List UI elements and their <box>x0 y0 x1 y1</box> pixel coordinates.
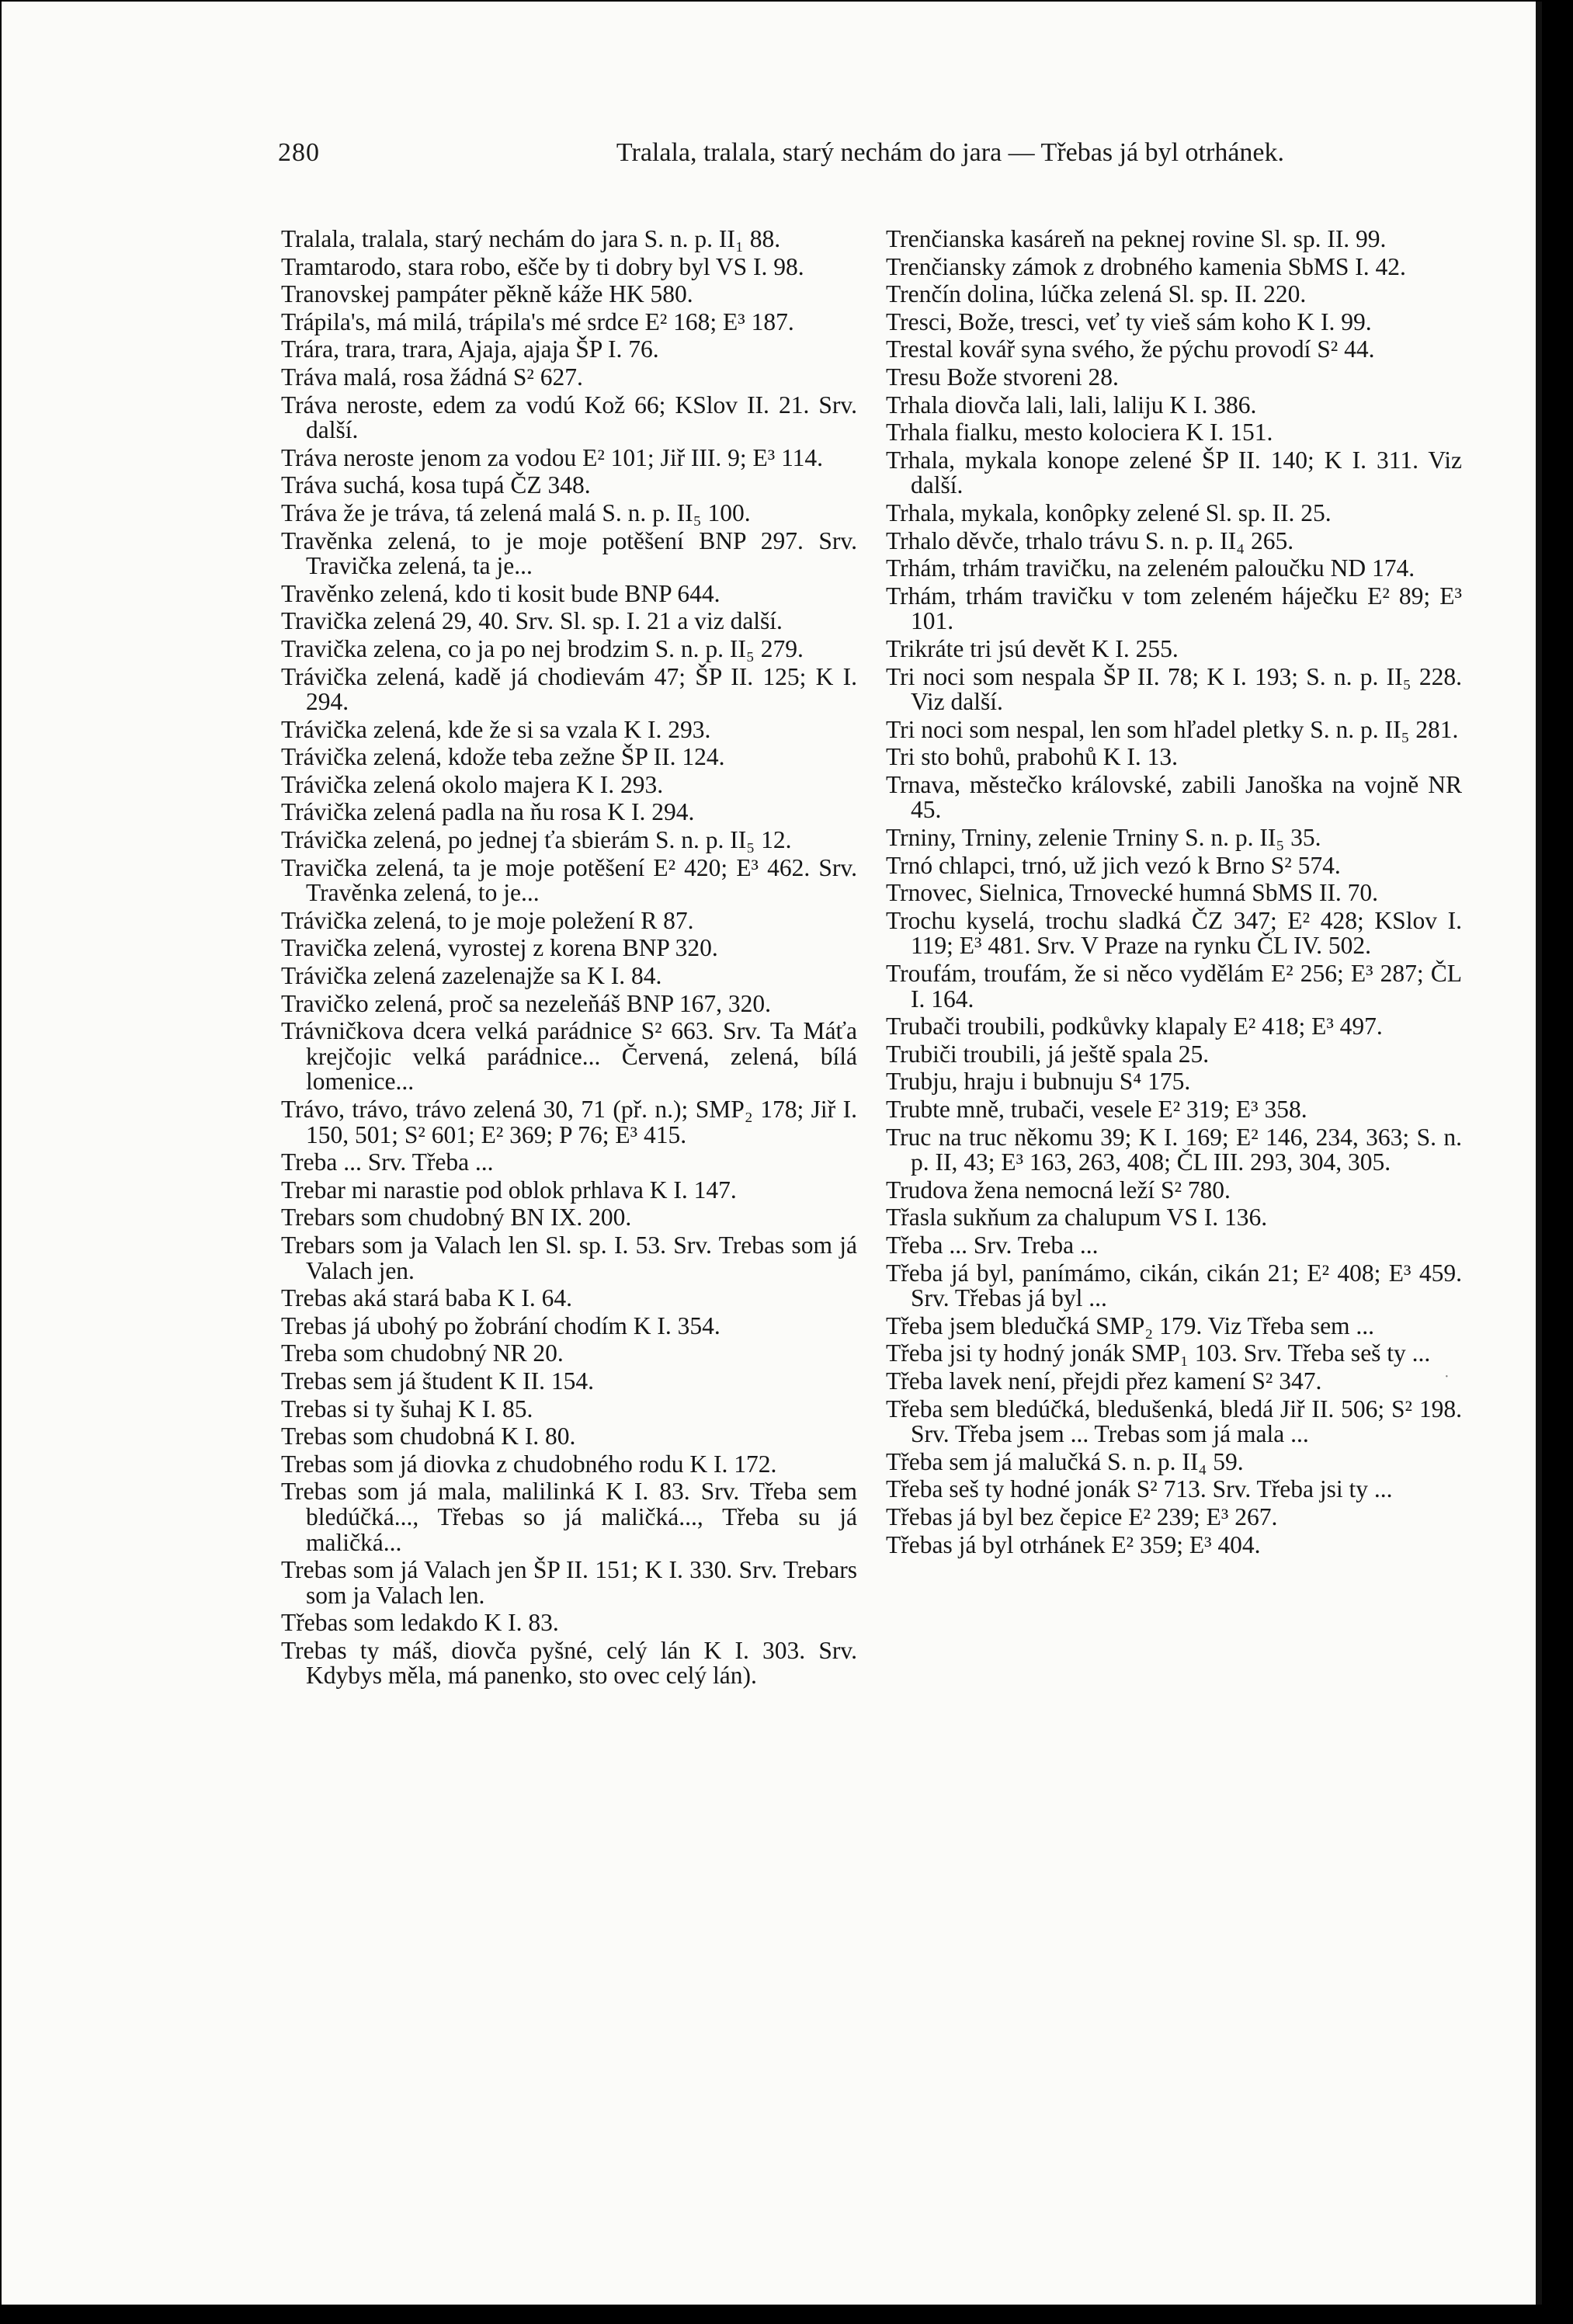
index-entry: Trenčín dolina, lúčka zelená Sl. sp. II. 220. <box>886 280 1307 308</box>
index-entry: Trebas aká stará baba K I. 64. <box>281 1284 572 1312</box>
index-entry: Treba ... Srv. Třeba ... <box>281 1148 494 1176</box>
index-entry: Trhám, trhám travičku, na zeleném paloučku ND 174. <box>886 554 1415 582</box>
index-entry: Trára, trara, trara, Ajaja, ajaja ŠP I. 76. <box>281 335 659 363</box>
index-entry: Trudova žena nemocná leží S² 780. <box>886 1176 1231 1204</box>
index-entry: Trebas som já mala, malilinká K I. 83. Srv. Třeba sem bledúčká..., Třebas so já maličká..., Třeba su já maličká... <box>281 1478 857 1556</box>
right-column <box>886 227 1462 1560</box>
index-entry: Trávička zelená, kadě já chodievám 47; ŠP II. 125; K I. 294. <box>281 662 857 716</box>
index-entry: Tresci, Bože, tresci, veť ty vieš sám koho K I. 99. <box>886 307 1372 335</box>
index-entry: Trnava, městečko královské, zabili Janoška na vojně NR 45. <box>886 770 1462 824</box>
index-entry: Třeba sem bledúčká, bledušenká, bledá Jiř II. 506; S² 198. Srv. Třeba jsem ... Trebas som já mala ... <box>886 1395 1462 1448</box>
index-entry: Trhám, trhám travičku v tom zeleném háječku E² 89; E³ 101. <box>886 582 1462 635</box>
running-title: Tralala, tralala, starý nechám do jara — Třebas já byl otrhánek. <box>616 138 1284 167</box>
index-entry: Trenčianska kasáreň na peknej rovine Sl. sp. II. 99. <box>886 225 1387 252</box>
index-entry: Trhala, mykala konope zelené ŠP II. 140; K I. 311. Viz další. <box>886 446 1462 499</box>
index-entry: Třebas já byl bez čepice E² 239; E³ 267. <box>886 1502 1278 1530</box>
index-entry: Travička zelená 29, 40. Srv. Sl. sp. I. 21 a viz další. <box>281 607 783 635</box>
index-entry: Trebas som chudobná K I. 80. <box>281 1423 576 1450</box>
index-entry: Trávička zelená, kdože teba zežne ŠP II. 124. <box>281 743 725 771</box>
index-entry: Třeba jsi ty hodný jonák SMP₁ 103. Srv. Třeba seš ty ... <box>886 1339 1431 1367</box>
index-entry: Třebas som ledakdo K I. 83. <box>281 1609 559 1637</box>
index-entry: Trniny, Trniny, zelenie Trniny S. n. p. II₅ 35. <box>886 824 1321 852</box>
index-entry: Tri noci som nespal, len som hľadel pletky S. n. p. II₅ 281. <box>886 715 1459 743</box>
index-entry: Trápila's, má milá, trápila's mé srdce E² 168; E³ 187. <box>281 307 794 335</box>
index-entry: Trebas já ubohý po žobrání chodím K I. 354. <box>281 1311 721 1339</box>
index-entry: Trebas ty máš, diovča pyšné, celý lán K I. 303. Srv. Kdybys měla, má panenko, sto ovec celý lán). <box>281 1636 857 1690</box>
index-entry: Trávička zelená, kde že si sa vzala K I. 293. <box>281 715 711 743</box>
index-entry: Trhala fialku, mesto kolociera K I. 151. <box>886 419 1273 446</box>
index-entry: Tráva neroste jenom za vodou E² 101; Jiř III. 9; E³ 114. <box>281 443 824 471</box>
scan-speck: · <box>1444 1368 1450 1385</box>
book-page <box>2 2 1542 2305</box>
index-entry: Travičko zelená, proč sa nezeleňáš BNP 167, 320. <box>281 989 771 1017</box>
index-entry: Tresu Bože stvoreni 28. <box>886 363 1119 391</box>
index-entry: Tráva suchá, kosa tupá ČZ 348. <box>281 471 591 499</box>
index-entry: Travička zelená, ta je moje potěšení E² 420; E³ 462. Srv. Travěnka zelená, to je... <box>281 853 857 907</box>
index-entry: Trubju, hraju i bubnuju S⁴ 175. <box>886 1068 1191 1096</box>
page-header <box>278 138 1284 185</box>
index-entry: Třeba já byl, panímámo, cikán, cikán 21; E² 408; E³ 459. Srv. Třebas já byl ... <box>886 1259 1462 1312</box>
index-entry: Trebas som já diovka z chudobného rodu K I. 172. <box>281 1450 777 1478</box>
index-entry: Trebar mi narastie pod oblok prhlava K I. 147. <box>281 1176 737 1204</box>
index-entry: Tri sto bohů, prabohů K I. 13. <box>886 743 1178 771</box>
index-entry: Truc na truc někomu 39; K I. 169; E² 146, 234, 363; S. n. p. II, 43; E³ 163, 263, 408; ČL III. 293, 304, 305. <box>886 1123 1462 1176</box>
index-entry: Tranovskej pampáter pěkně káže HK 580. <box>281 280 693 308</box>
index-entry: Třeba sem já malučká S. n. p. II₄ 59. <box>886 1447 1244 1475</box>
index-entry: Trubiči troubili, já ještě spala 25. <box>886 1040 1210 1068</box>
index-entry: Trnovec, Sielnica, Trnovecké humná SbMS II. 70. <box>886 879 1379 907</box>
index-entry: Tralala, tralala, starý nechám do jara S. n. p. II₁ 88. <box>281 225 781 252</box>
index-entry: Třebas já byl otrhánek E² 359; E³ 404. <box>886 1530 1261 1558</box>
left-column <box>281 227 857 1691</box>
index-entry: Trhala, mykala, konôpky zelené Sl. sp. II. 25. <box>886 498 1332 526</box>
index-entry: Třeba ... Srv. Treba ... <box>886 1231 1099 1259</box>
index-entry: Travička zelena, co ja po nej brodzim S. n. p. II₅ 279. <box>281 634 804 662</box>
index-entry: Trávička zelená okolo majera K I. 293. <box>281 770 664 798</box>
index-entry: Trávničkova dcera velká parádnice S² 663. Srv. Ta Máťa krejčojic velká parádnice... Červená, zelená, bílá lomenice... <box>281 1017 857 1096</box>
index-entry: Trhalo děvče, trhalo trávu S. n. p. II₄ 265. <box>886 526 1294 554</box>
index-entry: Trávička zelená, po jednej ťa sbierám S. n. p. II₅ 12. <box>281 826 792 854</box>
index-entry: Třeba lavek není, přejdi přez kamení S² 347. <box>886 1367 1322 1395</box>
index-entry: Třasla sukňum za chalupum VS I. 136. <box>886 1204 1268 1231</box>
index-entry: Troufám, troufám, že si něco vydělám E² 256; E³ 287; ČL I. 164. <box>886 960 1462 1013</box>
index-entry: Trebars som ja Valach len Sl. sp. I. 53. Srv. Trebas som já Valach jen. <box>281 1231 857 1284</box>
page-number: 280 <box>278 138 320 167</box>
index-entry: Trochu kyselá, trochu sladká ČZ 347; E² 428; KSlov I. 119; E³ 481. Srv. V Praze na rynku ČL IV. 502. <box>886 906 1462 960</box>
index-entry: Trnó chlapci, trnó, už jich vezó k Brno S² 574. <box>886 851 1341 879</box>
index-entry: Trávička zelená, to je moje poležení R 87. <box>281 906 694 934</box>
index-entry: Trubte mně, trubači, vesele E² 319; E³ 358. <box>886 1096 1307 1123</box>
index-entry: Trubači troubili, podkůvky klapaly E² 418; E³ 497. <box>886 1013 1383 1040</box>
index-entry: Trebars som chudobný BN IX. 200. <box>281 1204 632 1231</box>
index-entry: Travěnka zelená, to je moje potěšení BNP 297. Srv. Travička zelená, ta je... <box>281 526 857 580</box>
index-entry: Trávička zelená zazelenajže sa K I. 84. <box>281 962 662 990</box>
index-entry: Trhala diovča lali, lali, laliju K I. 386. <box>886 391 1257 419</box>
index-entry: Travička zelená, vyrostej z korena BNP 320. <box>281 934 718 962</box>
index-entry: Travěnko zelená, kdo ti kosit bude BNP 644. <box>281 579 721 607</box>
index-entry: Tri noci som nespala ŠP II. 78; K I. 193; S. n. p. II₅ 228. Viz další. <box>886 662 1462 716</box>
index-entry: Trenčiansky zámok z drobného kamenia SbMS I. 42. <box>886 252 1406 280</box>
index-entry: Trávo, trávo, trávo zelená 30, 71 (př. n.); SMP₂ 178; Jiř I. 150, 501; S² 601; E² 369; P 76; E³ 415. <box>281 1096 857 1148</box>
index-entry: Trebas sem já študent K II. 154. <box>281 1367 595 1395</box>
index-entry: Tráva malá, rosa žádná S² 627. <box>281 363 583 391</box>
index-entry: Tramtarodo, stara robo, ešče by ti dobry byl VS I. 98. <box>281 252 804 280</box>
index-entry: Trebas si ty šuhaj K I. 85. <box>281 1395 533 1423</box>
index-entry: Třeba jsem bledučká SMP₂ 179. Viz Třeba sem ... <box>886 1311 1375 1339</box>
index-entry: Tráva že je tráva, tá zelená malá S. n. p. II₅ 100. <box>281 498 751 526</box>
index-entry: Třeba seš ty hodné jonák S² 713. Srv. Třeba jsi ty ... <box>886 1475 1393 1503</box>
index-entry: Trikráte tri jsú devět K I. 255. <box>886 634 1179 662</box>
index-entry: Tráva neroste, edem za vodú Kož 66; KSlov II. 21. Srv. další. <box>281 391 857 444</box>
index-entry: Trávička zelená padla na ňu rosa K I. 294. <box>281 798 695 826</box>
index-entry: Trebas som já Valach jen ŠP II. 151; K I. 330. Srv. Trebars som ja Valach len. <box>281 1556 857 1609</box>
index-entry: Trestal kovář syna svého, že pýchu provodí S² 44. <box>886 335 1375 363</box>
index-entry: Treba som chudobný NR 20. <box>281 1339 564 1367</box>
